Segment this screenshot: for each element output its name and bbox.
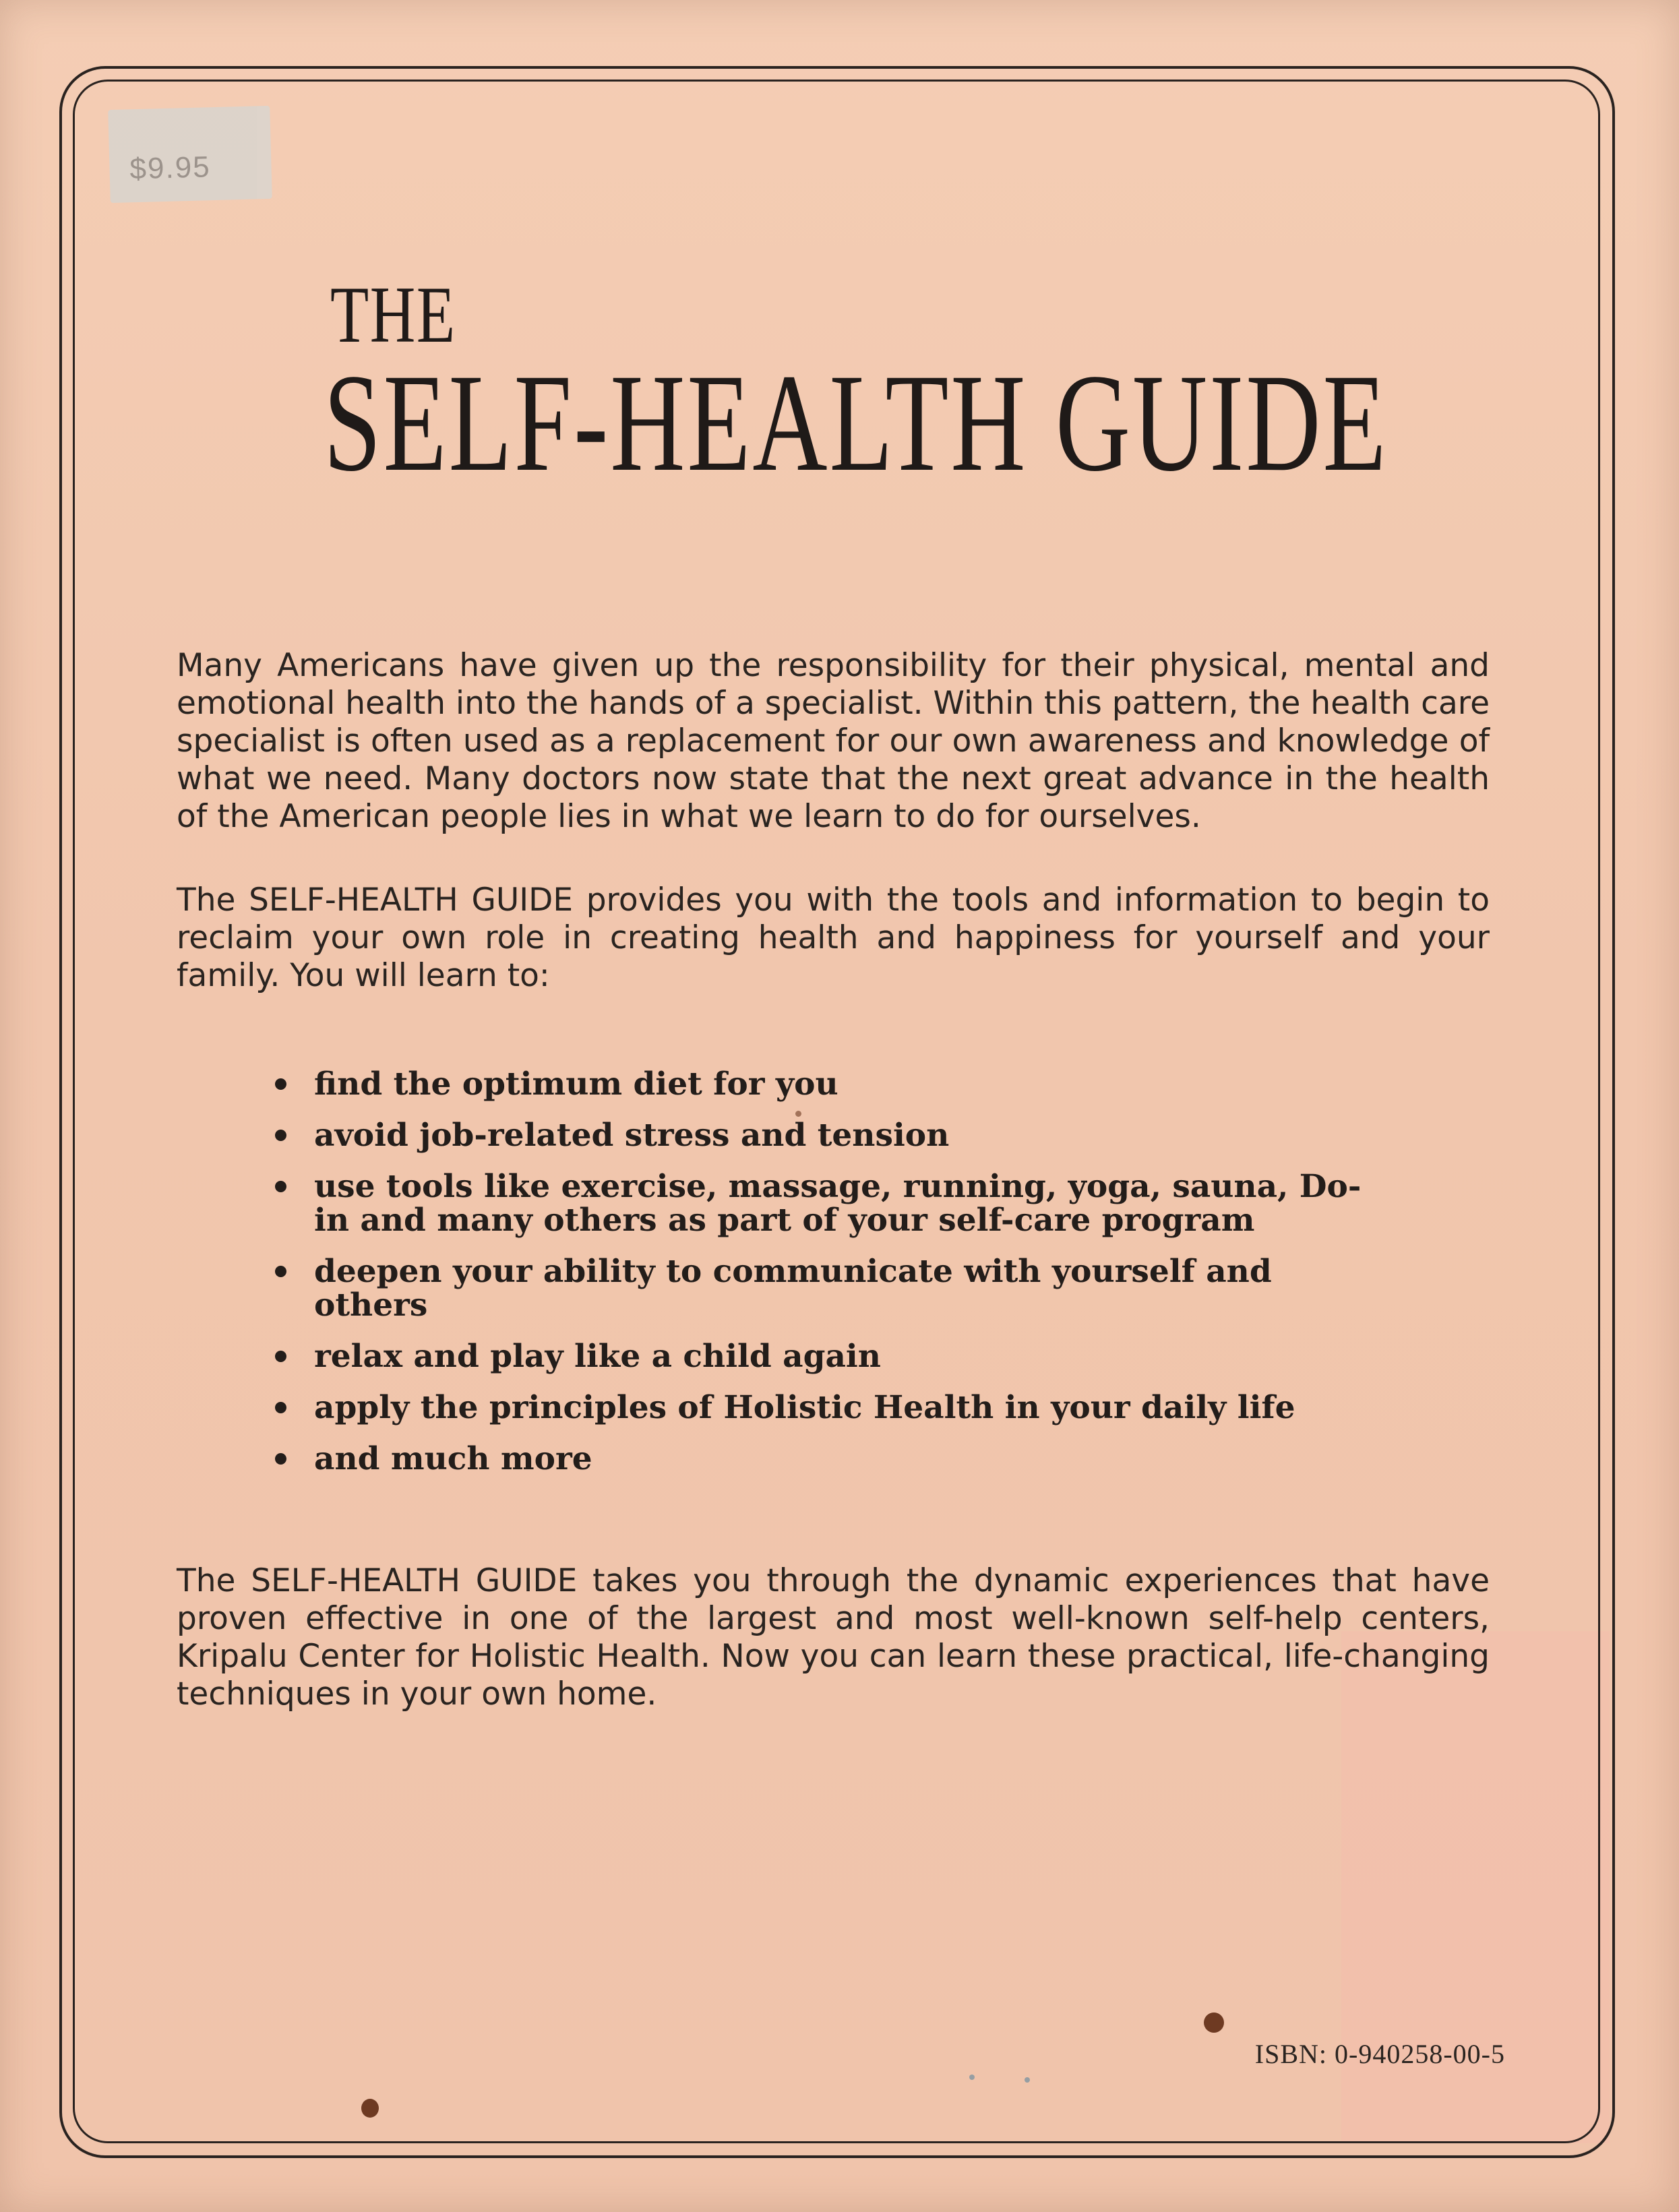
closing-paragraph: The SELF-HEALTH GUIDE takes you through the dynamic experiences that have proven effective in one of the largest and most well-known self-help centers, Kripalu Center for Holistic Health. Now you can learn these practical, life-changing techniques in your own home. [177,1562,1490,1713]
benefit-text: find the optimum diet for you [314,1066,838,1103]
benefit-text: and much more [314,1440,592,1477]
benefit-text: apply the principles of Holistic Health in your daily life [314,1389,1295,1426]
benefit-item [270,1255,1388,1322]
isbn-number: ISBN: 0-940258-00-5 [1254,2039,1505,2069]
benefit-text: relax and play like a child again [314,1338,881,1375]
benefit-item [270,1391,1388,1425]
bullet-icon [275,1402,286,1413]
bullet-icon [275,1078,286,1090]
bullet-icon [275,1130,286,1141]
stain-spot [969,2075,975,2080]
benefit-text: avoid job-related stress and tension [314,1117,950,1154]
benefit-text: use tools like exercise, massage, running, yoga, sauna, Do-in and many others as part of your self-care program [314,1168,1362,1239]
bullet-icon [275,1453,286,1465]
title-article: THE [330,270,456,359]
benefit-item [270,1442,1388,1476]
intro-paragraph: Many Americans have given up the responsibility for their physical, mental and emotional health into the hands of a specialist. Within this pattern, the health care specialist is often used as a replacement for our own awareness and knowledge of what we need. Many doctors now state that the next great advance in the health of the American people lies in what we learn to do for ourselves. [177,647,1490,835]
bullet-icon [275,1351,286,1362]
benefit-text: deepen your ability to communicate with yourself and others [314,1253,1272,1324]
stain-spot [795,1111,801,1117]
benefit-item [270,1340,1388,1374]
bullet-icon [275,1266,286,1277]
guide-paragraph: The SELF-HEALTH GUIDE provides you with the tools and information to begin to reclaim your own role in creating health and happiness for yourself and your family. You will learn to: [177,882,1490,994]
benefit-item [270,1170,1388,1237]
benefit-item [270,1068,1388,1101]
price-sticker [108,106,272,203]
book-title: SELF-HEALTH GUIDE [324,345,1388,500]
price-label: $9.95 [129,150,212,186]
stain-spot [1025,2077,1030,2083]
stain-spot [361,2099,379,2118]
benefit-item [270,1119,1388,1153]
bullet-icon [275,1181,286,1192]
stain-spot [1204,2013,1224,2033]
benefits-list [270,1068,1388,1494]
